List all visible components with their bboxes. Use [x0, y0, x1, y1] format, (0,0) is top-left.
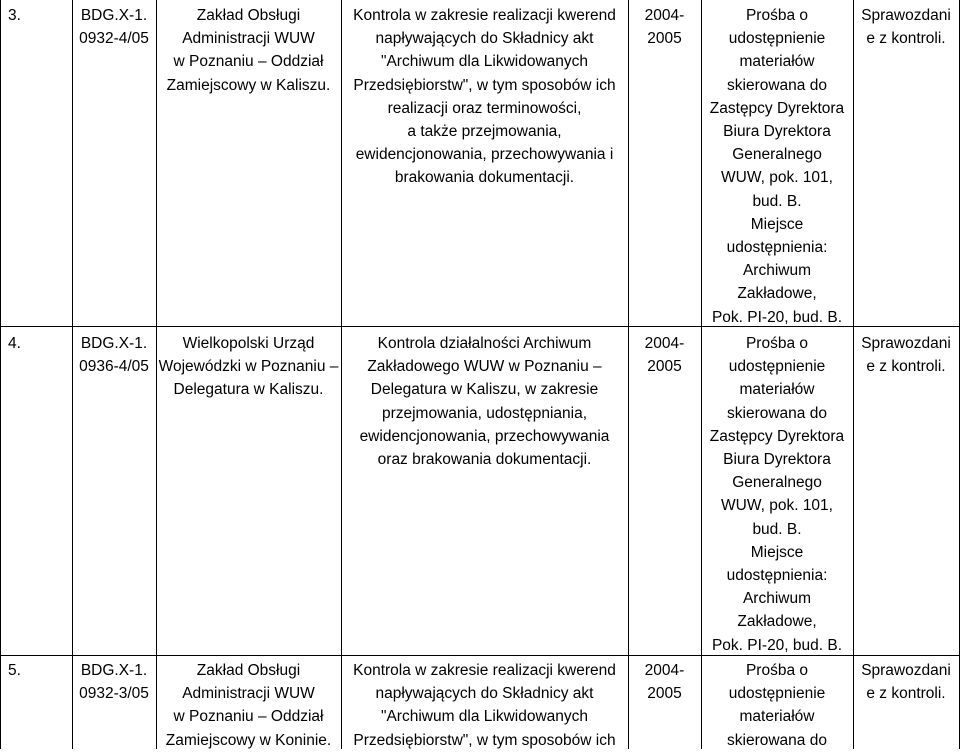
form-cell: Sprawozdani e z kontroli.: [861, 662, 951, 703]
subject-cell: Kontrola w zakresie realizacji kwerend napływających do Składnicy akt "Archiwum dla Likwidowanych Przedsiębiorstw", w tym sposobów ich: [353, 662, 616, 749]
subject-cell: Kontrola działalności Archiwum Zakładowego WUW w Poznaniu – Delegatura w Kaliszu, w zakresie przejmowania, udostępniania, ewidencjonowania, przechowywania oraz brakowania dokumentacji.: [359, 335, 610, 469]
subject-cell: Kontrola w zakresie realizacji kwerend napływających do Składnicy akt "Archiwum dla Likwidowanych Przedsiębiorstw", w tym sposobów ich realizacji oraz terminowości, a także przejmowania, ewidencjonowania, przechowywania i brakowania dokumentacji.: [353, 7, 616, 187]
row-number: 5.: [8, 662, 21, 679]
access-cell: Prośba o udostępnienie materiałów skierowana do: [727, 662, 827, 749]
access-cell: Prośba o udostępnienie materiałów skierowana do Zastępcy Dyrektora Biura Dyrektora Generalnego WUW, pok. 101, bud. B. Miejsce udostępnienia: Archiwum Zakładowe, Pok. PI-20, bud. B.: [709, 335, 845, 654]
years-cell: 2004- 2005: [644, 662, 685, 703]
unit-cell: Wielkopolski Urząd Wojewódzki w Poznaniu – Delegatura w Kaliszu.: [158, 335, 339, 399]
row-number: 4.: [8, 335, 21, 352]
form-cell: Sprawozdani e z kontroli.: [861, 7, 951, 48]
years-cell: 2004- 2005: [644, 335, 685, 376]
signature-cell: BDG.X-1. 0932-4/05: [79, 7, 149, 48]
years-cell: 2004- 2005: [644, 7, 685, 48]
signature-cell: BDG.X-1. 0936-4/05: [79, 335, 149, 376]
unit-cell: Zakład Obsługi Administracji WUW w Poznaniu – Oddział Zamiejscowy w Koninie.: [165, 662, 332, 749]
unit-cell: Zakład Obsługi Administracji WUW w Poznaniu – Oddział Zamiejscowy w Kaliszu.: [166, 7, 331, 94]
form-cell: Sprawozdani e z kontroli.: [861, 335, 951, 376]
access-cell: Prośba o udostępnienie materiałów skierowana do Zastępcy Dyrektora Biura Dyrektora Generalnego WUW, pok. 101, bud. B. Miejsce udostępnienia: Archiwum Zakładowe, Pok. PI-20, bud. B.: [709, 7, 845, 326]
row-number: 3.: [8, 7, 21, 24]
signature-cell: BDG.X-1. 0932-3/05: [79, 662, 149, 703]
table-border-left: [0, 0, 1, 749]
